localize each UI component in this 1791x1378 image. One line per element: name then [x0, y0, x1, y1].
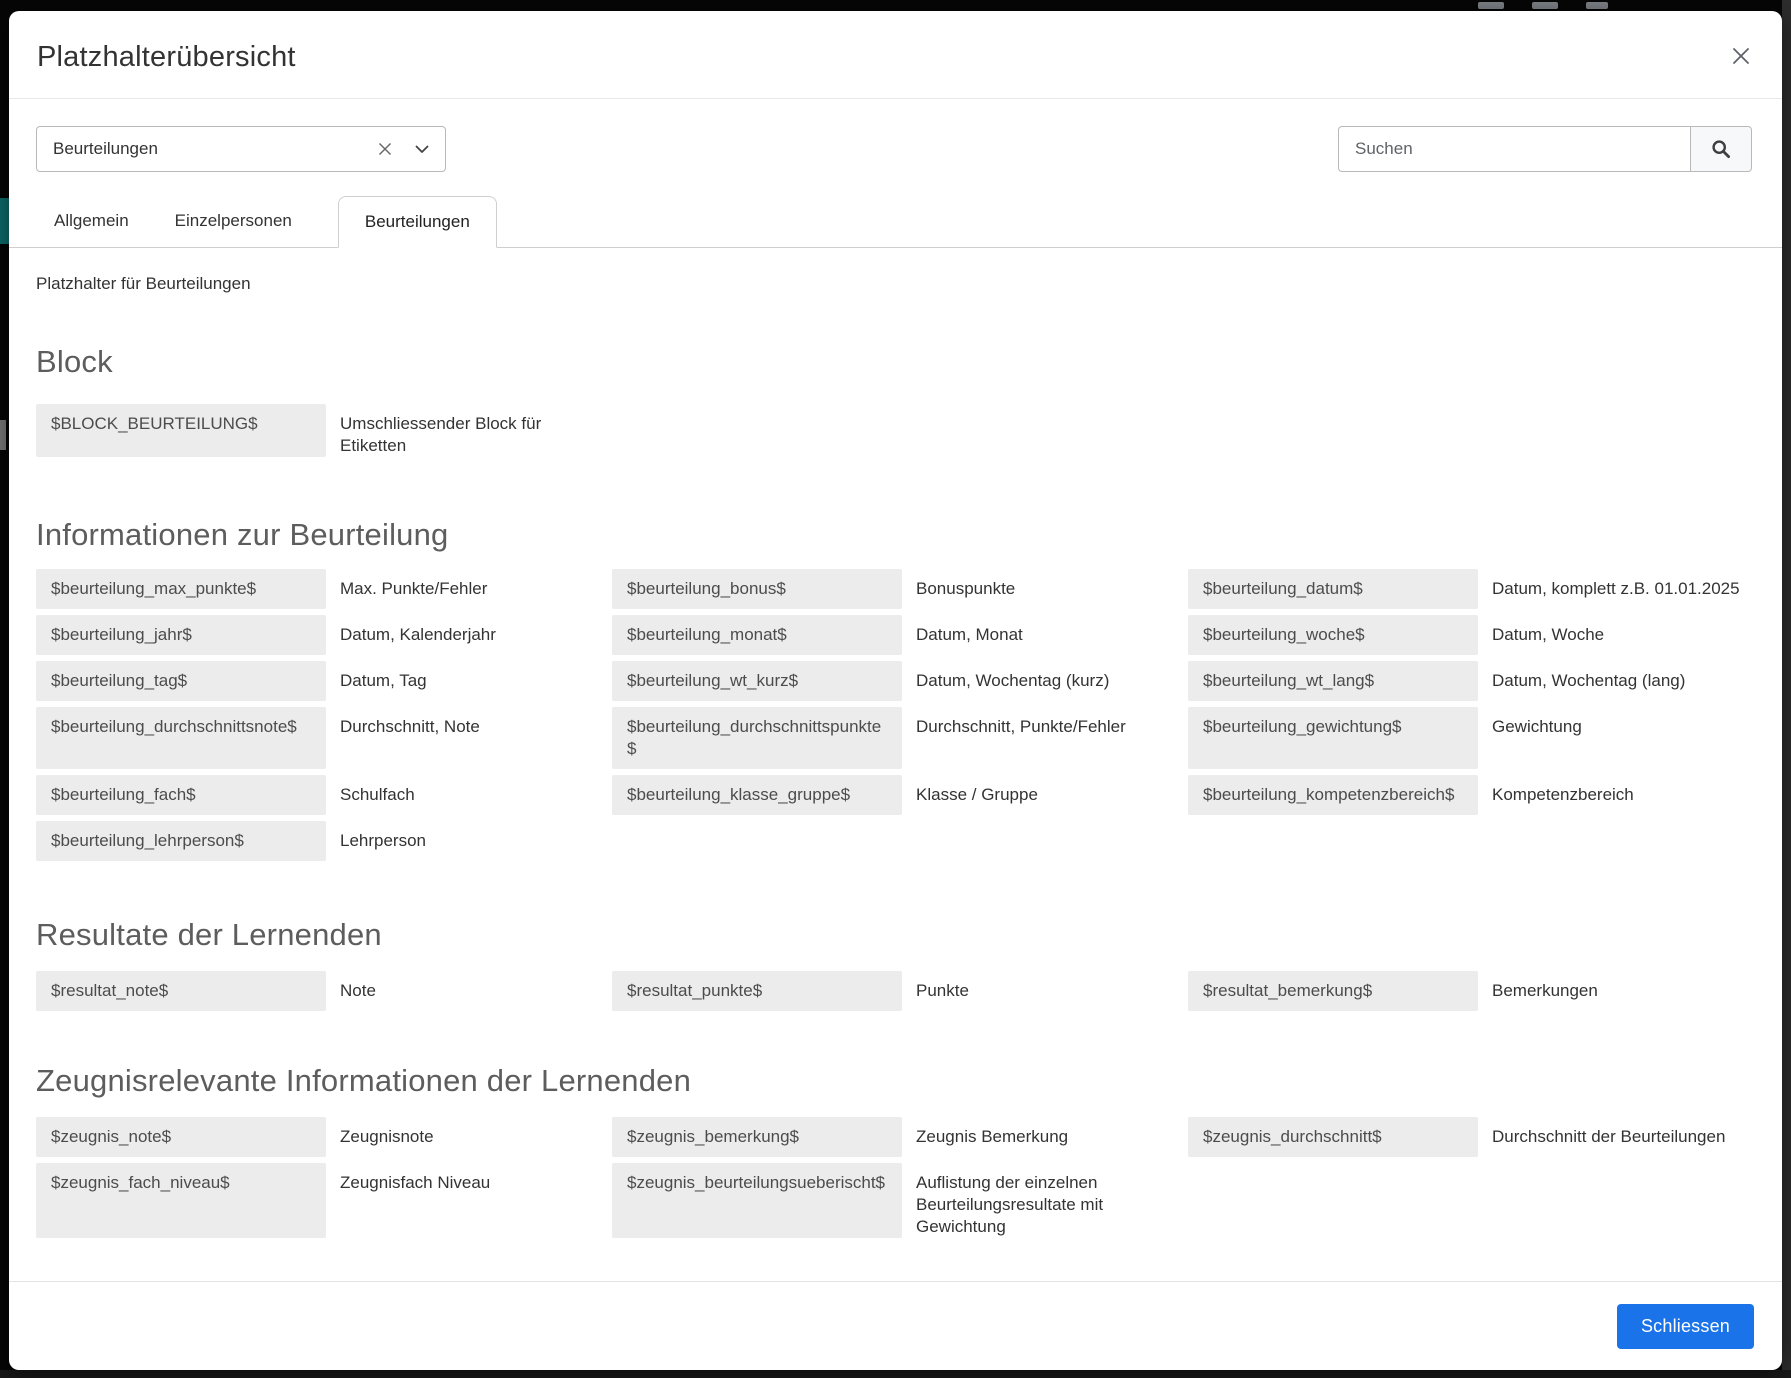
placeholder-description: Datum, Kalenderjahr — [340, 625, 496, 644]
section-heading-zeugnis: Zeugnisrelevante Informationen der Lernenden — [36, 1063, 692, 1098]
placeholder-chip[interactable]: $BLOCK_BEURTEILUNG$ — [36, 404, 326, 457]
placeholder-description: Note — [340, 981, 376, 1000]
backdrop-teal-fragment — [0, 198, 9, 244]
placeholder-chip[interactable]: $zeugnis_durchschnitt$ — [1188, 1117, 1478, 1157]
controls-row — [36, 126, 1752, 172]
placeholder-chip[interactable]: $zeugnis_fach_niveau$ — [36, 1163, 326, 1238]
placeholder-description: Schulfach — [340, 785, 415, 804]
tab-intro-text: Platzhalter für Beurteilungen — [36, 274, 251, 293]
placeholder-description: Bemerkungen — [1492, 981, 1598, 1000]
dialog-header — [9, 11, 1782, 98]
placeholder-description: Max. Punkte/Fehler — [340, 579, 488, 598]
dialog-body — [9, 99, 1782, 1281]
search-icon — [1710, 138, 1732, 160]
placeholder-chip[interactable]: $beurteilung_durchschnittsnote$ — [36, 707, 326, 769]
placeholder-description: Bonuspunkte — [916, 579, 1016, 598]
placeholder-description: Datum, Wochentag (kurz) — [916, 671, 1110, 690]
search-button[interactable] — [1690, 126, 1752, 172]
placeholder-description: Zeugnisfach Niveau — [340, 1173, 491, 1192]
placeholder-description: Auflistung der einzelnen Beurteilungsresultate mit Gewichtung — [916, 1173, 1104, 1236]
dialog-footer — [9, 1281, 1782, 1370]
placeholder-description: Lehrperson — [340, 831, 427, 850]
dialog-title: Platzhalterübersicht — [37, 41, 296, 73]
placeholder-description: Datum, komplett z.B. 01.01.2025 — [1492, 579, 1740, 598]
section-grid-block — [36, 404, 1752, 457]
placeholder-chip[interactable]: $beurteilung_klasse_gruppe$ — [612, 775, 902, 815]
tab-beurteilungen[interactable]: Beurteilungen — [338, 196, 497, 248]
placeholder-chip[interactable]: $beurteilung_jahr$ — [36, 615, 326, 655]
placeholder-overview-dialog — [9, 11, 1782, 1370]
placeholder-chip[interactable]: $beurteilung_gewichtung$ — [1188, 707, 1478, 769]
placeholder-description: Punkte — [916, 981, 969, 1000]
placeholder-chip[interactable]: $zeugnis_bemerkung$ — [612, 1117, 902, 1157]
placeholder-chip[interactable]: $beurteilung_bonus$ — [612, 569, 902, 609]
category-select-value: Beurteilungen — [53, 139, 158, 158]
section-heading-resultate: Resultate der Lernenden — [36, 917, 382, 952]
placeholder-description: Umschliessender Block für Etiketten — [340, 414, 542, 455]
placeholder-description: Durchschnitt, Punkte/Fehler — [916, 717, 1126, 736]
placeholder-description: Datum, Tag — [340, 671, 427, 690]
placeholder-description: Kompetenzbereich — [1492, 785, 1634, 804]
placeholder-chip[interactable]: $beurteilung_tag$ — [36, 661, 326, 701]
schliessen-button[interactable]: Schliessen — [1617, 1304, 1754, 1349]
tab-einzelpersonen[interactable]: Einzelpersonen — [175, 211, 292, 247]
placeholder-description: Gewichtung — [1492, 717, 1582, 736]
placeholder-description: Datum, Woche — [1492, 625, 1605, 644]
placeholder-description: Zeugnisnote — [340, 1127, 434, 1146]
placeholder-description: Zeugnis Bemerkung — [916, 1127, 1069, 1146]
backdrop-toolbar-icon-fragment — [1532, 2, 1558, 9]
placeholder-chip[interactable]: $beurteilung_lehrperson$ — [36, 821, 326, 861]
placeholder-description: Datum, Monat — [916, 625, 1023, 644]
placeholder-chip[interactable]: $beurteilung_fach$ — [36, 775, 326, 815]
tab-allgemein[interactable]: Allgemein — [54, 211, 129, 247]
search-input[interactable] — [1338, 126, 1690, 172]
backdrop-toolbar-icon-fragment — [1478, 2, 1504, 9]
category-select[interactable] — [36, 126, 446, 172]
section-grid-resultate — [36, 971, 1752, 1011]
placeholder-chip[interactable]: $beurteilung_max_punkte$ — [36, 569, 326, 609]
placeholder-chip[interactable]: $zeugnis_beurteilungsueberischt$ — [612, 1163, 902, 1238]
search-group — [1338, 126, 1752, 172]
placeholder-description: Durchschnitt, Note — [340, 717, 480, 736]
backdrop-right-strip — [1782, 0, 1791, 1378]
placeholder-chip[interactable]: $zeugnis_note$ — [36, 1117, 326, 1157]
chevron-down-icon[interactable] — [415, 145, 429, 154]
placeholder-chip[interactable]: $resultat_note$ — [36, 971, 326, 1011]
placeholder-description: Klasse / Gruppe — [916, 785, 1038, 804]
placeholder-chip[interactable]: $resultat_punkte$ — [612, 971, 902, 1011]
clear-selection-icon[interactable] — [377, 141, 393, 157]
placeholder-chip[interactable]: $beurteilung_woche$ — [1188, 615, 1478, 655]
section-heading-informationen: Informationen zur Beurteilung — [36, 517, 449, 552]
placeholder-chip[interactable]: $beurteilung_datum$ — [1188, 569, 1478, 609]
backdrop-toolbar-icon-fragment — [1586, 2, 1608, 9]
placeholder-chip[interactable]: $beurteilung_wt_lang$ — [1188, 661, 1478, 701]
placeholder-chip[interactable]: $resultat_bemerkung$ — [1188, 971, 1478, 1011]
placeholder-description: Datum, Wochentag (lang) — [1492, 671, 1686, 690]
placeholder-chip[interactable]: $beurteilung_monat$ — [612, 615, 902, 655]
section-heading-block: Block — [36, 344, 113, 379]
section-grid-zeugnis — [36, 1117, 1752, 1238]
placeholder-chip[interactable]: $beurteilung_kompetenzbereich$ — [1188, 775, 1478, 815]
placeholder-description: Durchschnitt der Beurteilungen — [1492, 1127, 1726, 1146]
section-grid-informationen — [36, 569, 1752, 861]
tab-bar — [9, 194, 1782, 248]
backdrop-bottom-strip — [0, 1370, 1791, 1378]
placeholder-chip[interactable]: $beurteilung_wt_kurz$ — [612, 661, 902, 701]
close-icon[interactable] — [1728, 43, 1754, 69]
placeholder-chip[interactable]: $beurteilung_durchschnittspunkte$ — [612, 707, 902, 769]
backdrop-light-fragment — [0, 420, 6, 450]
